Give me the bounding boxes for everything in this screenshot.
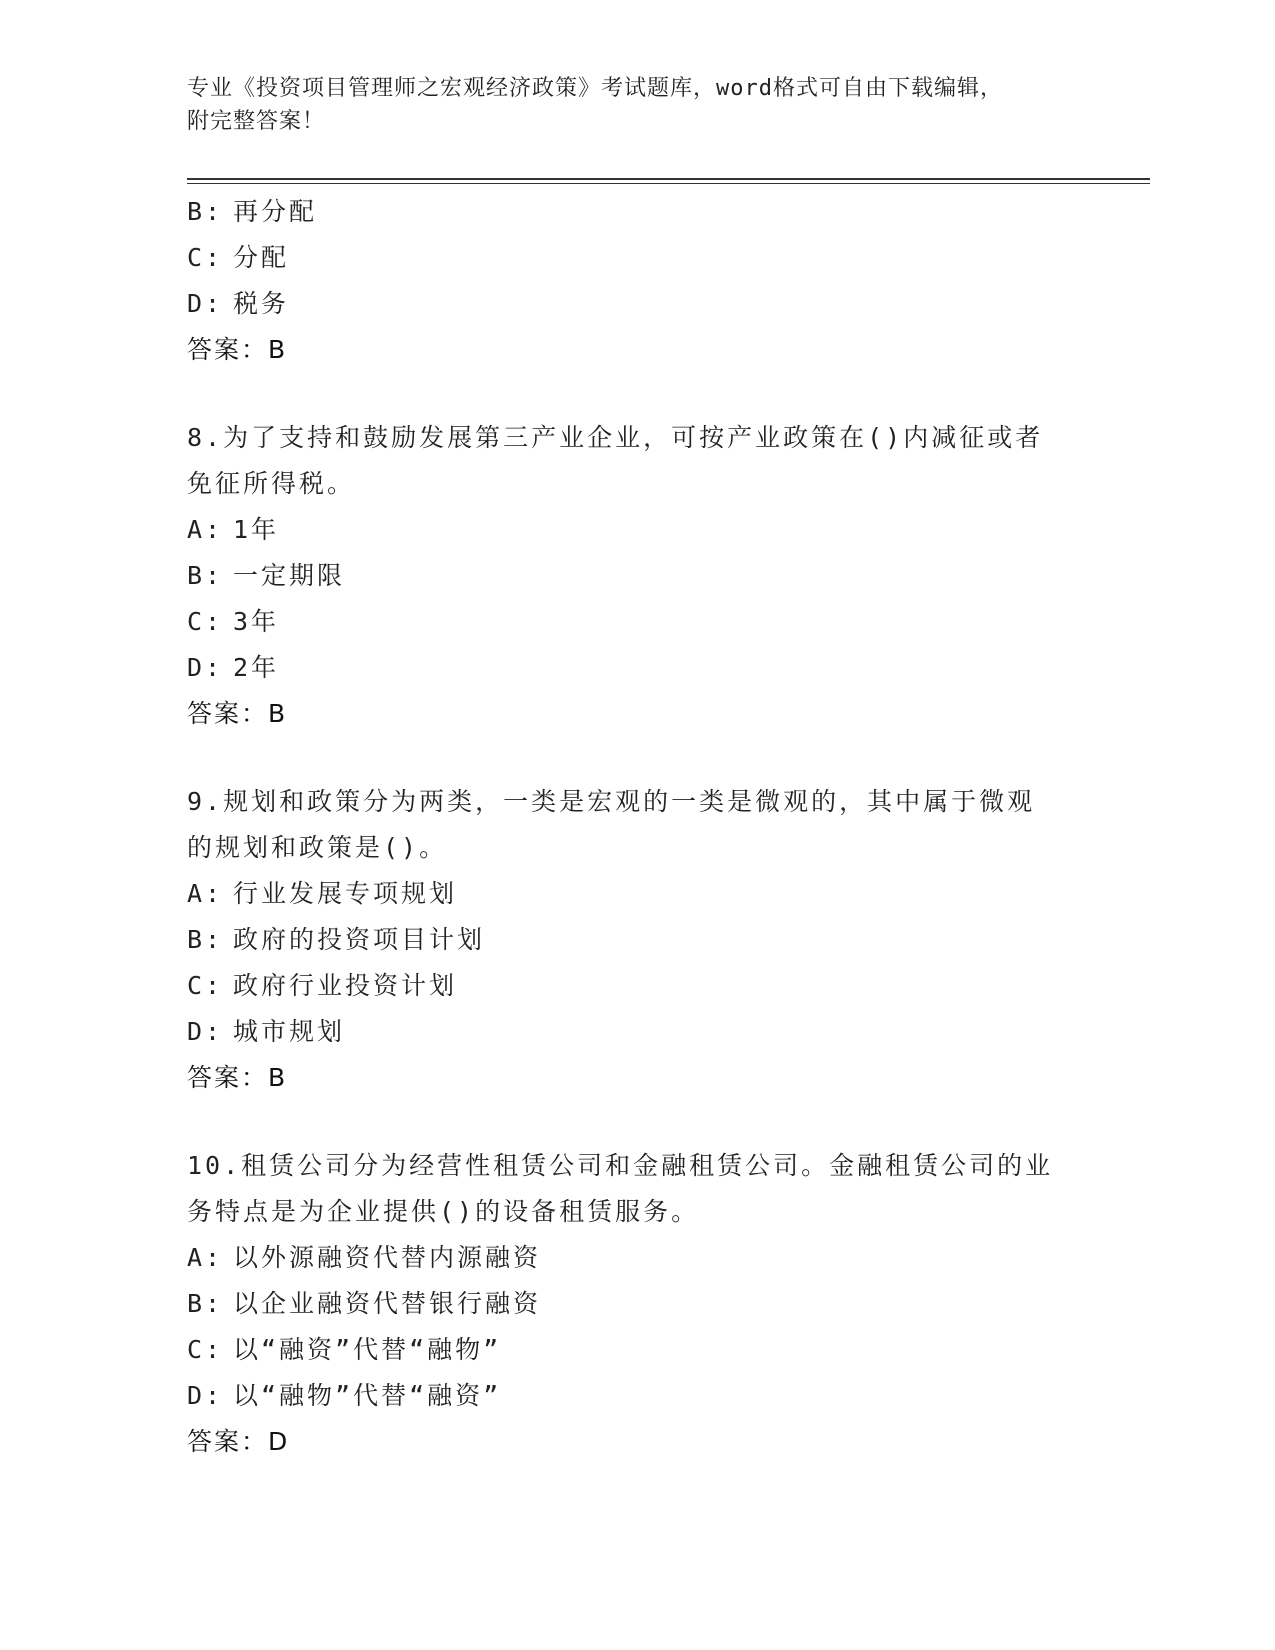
option-b: B: 以企业融资代替银行融资 xyxy=(187,1289,542,1318)
option-a: A: 1年 xyxy=(187,515,280,544)
question-8 xyxy=(187,415,1087,737)
header-line-1: 专业《投资项目管理师之宏观经济政策》考试题库，word格式可自由下载编辑， xyxy=(187,76,1003,101)
header-divider xyxy=(187,178,1150,184)
question-10 xyxy=(187,1143,1087,1465)
page-header xyxy=(187,72,1087,138)
option-c: C: 分配 xyxy=(187,243,290,272)
option-d: D: 以“融物”代替“融资” xyxy=(187,1381,502,1410)
option-d: D: 税务 xyxy=(187,289,290,318)
option-a: A: 行业发展专项规划 xyxy=(187,879,458,908)
question-text-line-1: 9.规划和政策分为两类，一类是宏观的一类是微观的，其中属于微观 xyxy=(187,787,1036,816)
question-text-line-1: 8.为了支持和鼓励发展第三产业企业，可按产业政策在()内减征或者 xyxy=(187,423,1044,452)
option-b: B: 一定期限 xyxy=(187,561,346,590)
answer-line: 答案：B xyxy=(187,1063,288,1092)
question-text-line-1: 10.租赁公司分为经营性租赁公司和金融租赁公司。金融租赁公司的业 xyxy=(187,1151,1054,1180)
option-d: D: 城市规划 xyxy=(187,1017,346,1046)
option-b: B: 政府的投资项目计划 xyxy=(187,925,486,954)
answer-line: 答案：B xyxy=(187,699,288,728)
questions-content xyxy=(187,189,1087,1465)
option-c: C: 以“融资”代替“融物” xyxy=(187,1335,502,1364)
answer-line: 答案：D xyxy=(187,1427,290,1456)
option-c: C: 3年 xyxy=(187,607,280,636)
question-9 xyxy=(187,779,1087,1101)
question-text-line-2: 免征所得税。 xyxy=(187,469,356,498)
option-c: C: 政府行业投资计划 xyxy=(187,971,458,1000)
header-line-2: 附完整答案！ xyxy=(187,109,326,134)
answer-line: 答案：B xyxy=(187,335,288,364)
option-d: D: 2年 xyxy=(187,653,280,682)
carryover-question xyxy=(187,189,1087,373)
question-text-line-2: 的规划和政策是()。 xyxy=(187,833,448,862)
option-b: B: 再分配 xyxy=(187,197,318,226)
question-text-line-2: 务特点是为企业提供()的设备租赁服务。 xyxy=(187,1197,700,1226)
option-a: A: 以外源融资代替内源融资 xyxy=(187,1243,542,1272)
